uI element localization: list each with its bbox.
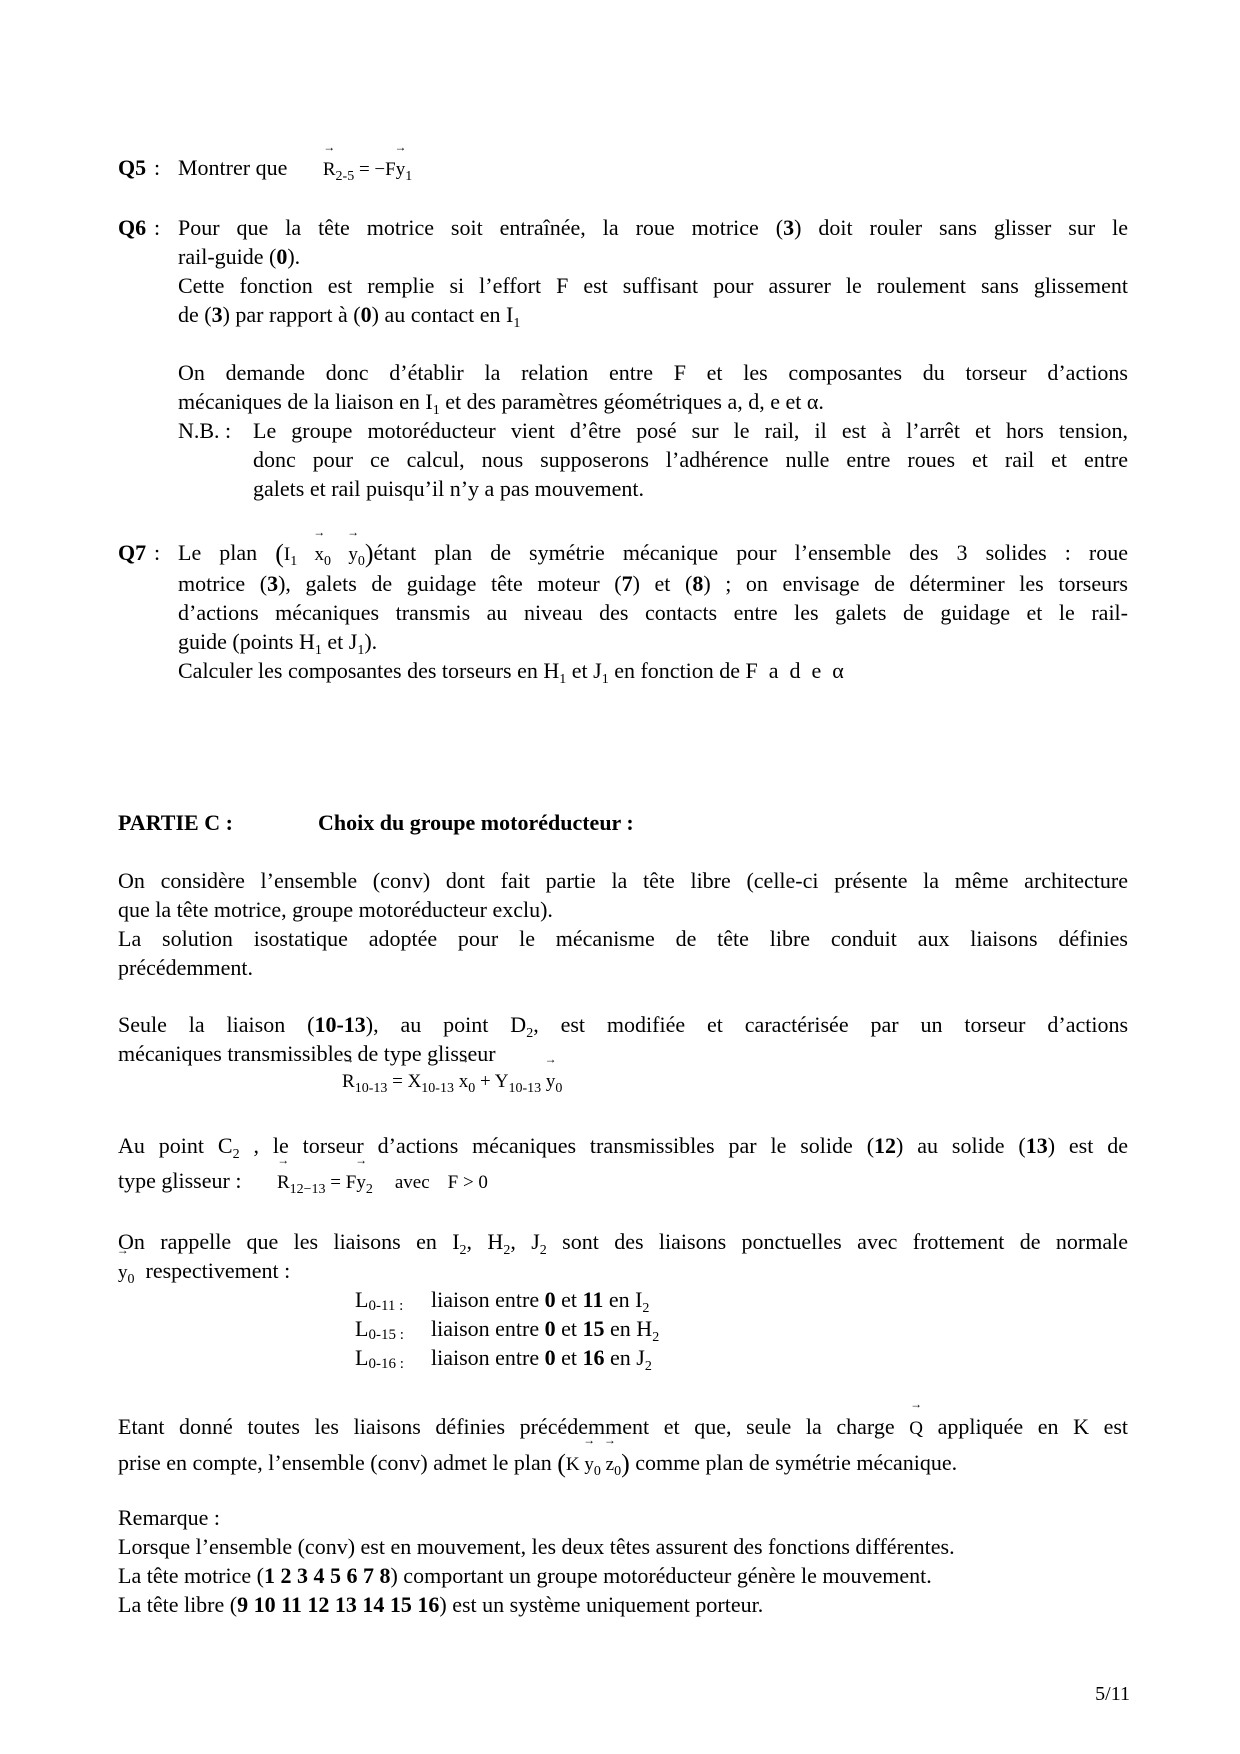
question-separator: : xyxy=(154,155,161,180)
remark-title: Remarque : xyxy=(118,1505,221,1530)
q5-formula xyxy=(322,159,413,184)
liaison-item: L0-11 : liaison entre 0 et 11 en $I_2$ xyxy=(355,1287,650,1316)
text-line: Calculer les composantes des torseurs en $H_1$ et $J_1$ en fonction de F a d e α xyxy=(178,658,844,687)
text-line: guide (points $H_1$ et $J_1$). xyxy=(178,629,378,658)
text-line: La tête libre (9 10 11 12 13 14 15 16) est un système uniquement porteur. xyxy=(118,1592,764,1617)
formula-R10-13: → $R_{10-13} = X_{10-13} \to x_0 + Y_{10-13} \to y_0$ xyxy=(342,1067,562,1096)
text-line: mécaniques de la liaison en $I_1$ et des paramètres géométriques a, d, e et α. xyxy=(178,389,824,418)
liaison-item: L0-16 : liaison entre 0 et 16 en $J_2$ xyxy=(355,1345,652,1374)
text-line: La solution isostatique adoptée pour le mécanisme de tête libre conduit aux liaisons définies xyxy=(118,926,1128,951)
text-line: On rappelle que les liaisons en $I_2$, $H_2$, $J_2$ sont des liaisons ponctuelles avec frottement de normale xyxy=(118,1229,1129,1258)
text-line: prise en compte, l’ensemble (conv) admet le plan $(K \to y_0 \to z_0)$ comme plan de symétrie mécanique. xyxy=(118,1446,1128,1482)
paragraph xyxy=(118,1410,1128,1482)
formula-R12-13: → $R_{12-13} = F\to y_2$ avec F > 0 xyxy=(277,1172,488,1193)
section-label: PARTIE C : xyxy=(118,810,233,835)
question-label: Q5 xyxy=(118,155,147,180)
question-separator: : xyxy=(154,540,161,565)
subscript: 2-5 xyxy=(335,169,355,184)
text-line: On considère l’ensemble (conv) dont fait partie la tête libre (celle-ci présente la même architecture xyxy=(118,868,1128,893)
text-line: Etant donné toutes les liaisons définies précédemment et que, seule la charge → Q appliquée en K est xyxy=(118,1410,1128,1446)
section-heading xyxy=(118,808,634,837)
text-line: galets et rail puisqu’il n’y a pas mouvement. xyxy=(253,476,645,501)
vector-y: → y xyxy=(396,155,406,184)
text-line: d’actions mécaniques transmis au niveau des contacts entre les galets de guidage et le rail- xyxy=(178,600,1128,625)
subscript: 1 xyxy=(405,169,413,184)
question-text: Montrer que xyxy=(178,155,288,180)
question-label: Q7 xyxy=(118,540,147,565)
question-separator: : xyxy=(154,215,161,240)
paragraph xyxy=(118,1010,1128,1068)
equals-minus-F: = −F xyxy=(358,159,396,180)
paragraph xyxy=(118,1227,1128,1287)
question-label: Q6 xyxy=(118,215,147,240)
text-line: Le plan ($I_1 \to x_0$ → $y_0)é\tan t$ plan de symétrie mécanique pour l’ensemble des 3 solides : roue xyxy=(178,538,1128,569)
question-q7 xyxy=(118,538,1128,685)
text-line: La tête motrice (1 2 3 4 5 6 7 8) comportant un groupe motoréducteur génère le mouvement. xyxy=(118,1563,932,1588)
text-line: Au point $C_2$ , le torseur d’actions mécaniques transmissibles par le solide (12) au solide (13) est de xyxy=(118,1133,1129,1162)
plan-notation: $(K \to y_0 \to z_0)$ xyxy=(557,1454,630,1475)
section-title: Choix du groupe motoréducteur : xyxy=(318,810,634,835)
nb-note xyxy=(178,416,1128,503)
remark xyxy=(118,1503,1128,1619)
liaison-item: L0-15 : liaison entre 0 et 15 en $H_2$ xyxy=(355,1316,660,1345)
text-line: On demande donc d’établir la relation entre F et les composantes du torseur d’actions xyxy=(178,360,1128,385)
nb-label: N.B. : xyxy=(178,418,232,443)
vector-R: → R xyxy=(323,155,336,184)
question-q5 xyxy=(118,153,1128,184)
text-line: Pour que la tête motrice soit entraînée, la roue motrice (3) doit rouler sans glisser sur le xyxy=(178,215,1129,240)
page-number: 5/11 xyxy=(1095,1683,1130,1705)
plan-notation: $(I_1 \to x_0 \to y_0)$ xyxy=(275,544,373,565)
text-line: → $y_0$ respectivement : xyxy=(118,1256,1128,1287)
text-line: motrice (3), galets de guidage tête moteur (7) et (8) ; on envisage de déterminer les torseurs xyxy=(178,571,1128,596)
paragraph xyxy=(118,866,1128,982)
text-line: que la tête motrice, groupe motoréducteur exclu). xyxy=(118,897,553,922)
text-line: précédemment. xyxy=(118,955,253,980)
question-q6 xyxy=(118,213,1128,503)
paragraph xyxy=(118,1131,1128,1197)
text-line: donc pour ce calcul, nous supposerons l’adhérence nulle entre roues et rail et entre xyxy=(253,447,1128,472)
text-line: Cette fonction est remplie si l’effort F est suffisant pour assurer le roulement sans glissement xyxy=(178,273,1128,298)
text-line: Le groupe motoréducteur vient d’être posé sur le rail, il est à l’arrêt et hors tension, xyxy=(253,418,1128,443)
text-line: mécaniques transmissibles de type glisseur xyxy=(118,1041,496,1066)
text-line: Seule la liaison (10-13), au point $D_2$, est modifiée et caractérisée par un torseur d’actions xyxy=(118,1012,1129,1041)
text-line: type glisseur : → $R_{12-13} = F\to y_2$ avec F > 0 xyxy=(118,1166,1128,1197)
text-line: de (3) par rapport à (0) au contact en $I_1$ xyxy=(178,302,521,331)
text-line: rail-guide (0). xyxy=(178,244,301,269)
text-line: Lorsque l’ensemble (conv) est en mouvement, les deux têtes assurent des fonctions différentes. xyxy=(118,1534,955,1559)
